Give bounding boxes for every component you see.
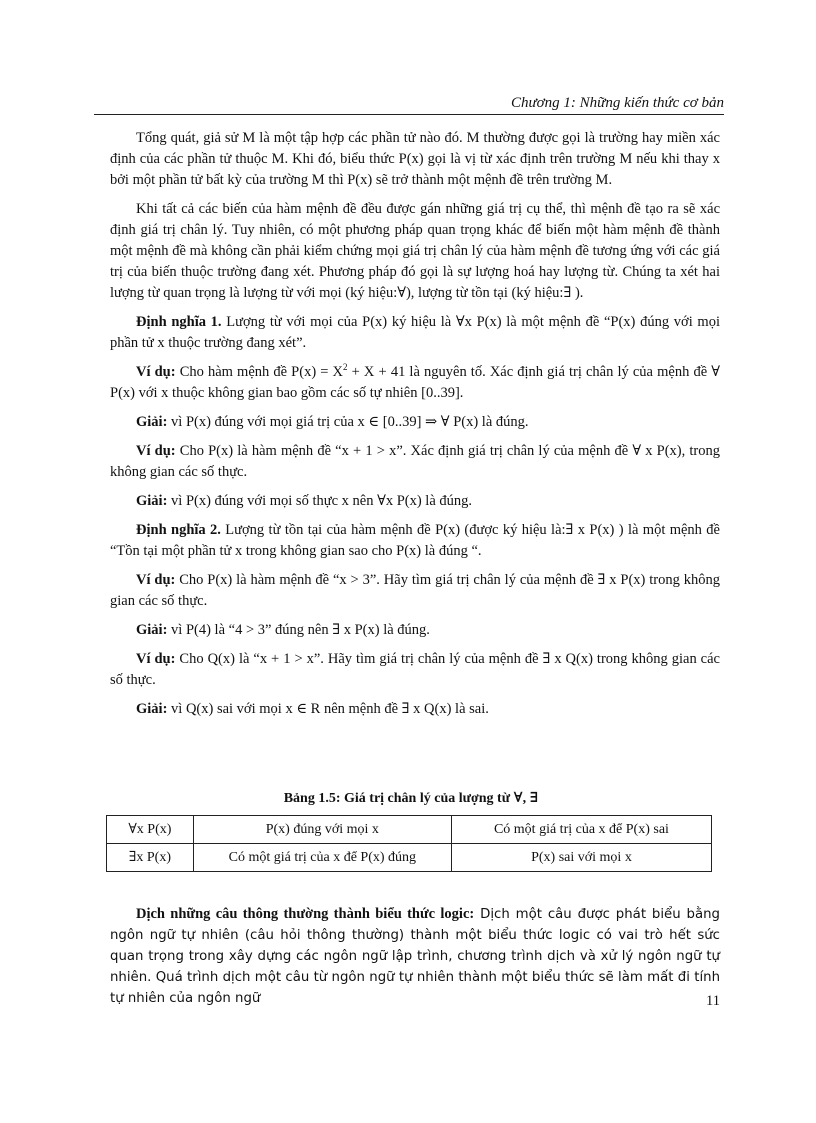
translation-section <box>110 904 720 1009</box>
solution-3 <box>110 620 720 641</box>
page-body <box>110 128 720 728</box>
example-3-label: Ví dụ: <box>136 572 176 588</box>
solution-2-text: vì P(x) đúng với mọi số thực x nên ∀x P(x) là đúng. <box>167 493 473 509</box>
example-2 <box>110 441 720 483</box>
solution-1-label: Giải: <box>136 414 168 430</box>
example-1-exponent: 2 <box>343 362 348 373</box>
example-4-label: Ví dụ: <box>136 651 176 667</box>
chapter-header: Chương 1: Những kiến thức cơ bản <box>510 95 724 111</box>
truth-table <box>106 815 712 872</box>
definition-1-text: Lượng từ với mọi của P(x) ký hiệu là ∀x P(x) là một mệnh đề “P(x) đúng với mọi phần tử x thuộc trường đang xét”. <box>110 314 720 351</box>
solution-4-label: Giải: <box>136 701 168 717</box>
example-1-text-a: Cho hàm mệnh đề P(x) = X <box>175 364 344 380</box>
table-cell: Có một giá trị của x để P(x) đúng <box>193 844 451 872</box>
example-4-text: Cho Q(x) là “x + 1 > x”. Hãy tìm giá trị chân lý của mệnh đề ∃ x Q(x) trong không gian các số thực. <box>110 651 720 688</box>
example-1 <box>110 362 720 404</box>
table-caption: Bảng 1.5: Giá trị chân lý của lượng từ ∀, ∃ <box>283 791 539 806</box>
solution-3-label: Giải: <box>136 622 168 638</box>
table-cell: ∃x P(x) <box>107 844 194 872</box>
definition-2 <box>110 520 720 562</box>
example-3-text: Cho P(x) là hàm mệnh đề “x > 3”. Hãy tìm giá trị chân lý của mệnh đề ∃ x P(x) trong không gian các số thực. <box>110 572 720 609</box>
definition-2-text: Lượng từ tồn tại của hàm mệnh đề P(x) (được ký hiệu là:∃ x P(x) ) là một mệnh đề “Tồn tại một phần tử x trong không gian sao cho P(x) là đúng “. <box>110 522 720 559</box>
example-1-text-b: + X + 41 là nguyên tố. Xác định giá trị chân lý của mệnh đề ∀ P(x) với x thuộc không gian bao gồm các số tự nhiên [0..39]. <box>110 364 720 401</box>
solution-4-text: vì Q(x) sai với mọi x ∈ R nên mệnh đề ∃ x Q(x) là sai. <box>167 701 489 717</box>
example-2-text: Cho P(x) là hàm mệnh đề “x + 1 > x”. Xác định giá trị chân lý của mệnh đề ∀ x P(x), trong không gian các số thực. <box>110 443 721 480</box>
solution-1 <box>110 412 720 433</box>
example-4 <box>110 649 720 691</box>
table-row <box>107 844 712 872</box>
paragraph-general: Tổng quát, giả sử M là một tập hợp các phần tử nào đó. M thường được gọi là trường hay miền xác định của các phần tử thuộc M. Khi đó, biểu thức P(x) gọi là vị từ xác định trên trường M nếu khi thay x bởi một phần tử bất kỳ của trường M thì P(x) sẽ trở thành một mệnh đề trên trường M. <box>110 130 720 188</box>
table-cell: Có một giá trị của x để P(x) sai <box>451 816 711 844</box>
example-1-label: Ví dụ: <box>136 364 176 380</box>
solution-4 <box>110 699 720 720</box>
example-3 <box>110 570 720 612</box>
translation-text: Dịch một câu được phát biểu bằng ngôn ngữ tự nhiên (câu hỏi thông thường) thành một biểu thức logic có vai trò hết sức quan trọng trong xây dựng các ngôn ngữ lập trình, chương trình dịch và xử lý ngôn ngữ tự nhiên. Quá trình dịch một câu từ ngôn ngữ tự nhiên thành một biểu thức sẽ làm mất đi tính tự nhiên của ngôn ngữ <box>110 907 720 1006</box>
solution-2-label: Giải: <box>136 493 168 509</box>
page-number: 11 <box>706 993 720 1009</box>
table-cell: P(x) đúng với mọi x <box>193 816 451 844</box>
table-cell: P(x) sai với mọi x <box>451 844 711 872</box>
table-cell: ∀x P(x) <box>107 816 194 844</box>
table-row <box>107 816 712 844</box>
definition-1 <box>110 312 720 354</box>
solution-1-text: vì P(x) đúng với mọi giá trị của x ∈ [0..39] ⇒ ∀ P(x) là đúng. <box>167 414 529 430</box>
translation-label: Dịch những câu thông thường thành biểu thức logic: <box>136 906 475 922</box>
translation-paragraph <box>110 904 720 1009</box>
solution-2 <box>110 491 720 512</box>
header-rule <box>94 114 724 115</box>
definition-2-label: Định nghĩa 2. <box>136 522 221 538</box>
example-2-label: Ví dụ: <box>136 443 176 459</box>
solution-3-text: vì P(4) là “4 > 3” đúng nên ∃ x P(x) là đúng. <box>167 622 430 638</box>
definition-1-label: Định nghĩa 1. <box>136 314 222 330</box>
paragraph-quantifiers: Khi tất cả các biến của hàm mệnh đề đều được gán những giá trị cụ thể, thì mệnh đề tạo ra sẽ xác định giá trị chân lý. Tuy nhiên, có một phương pháp quan trọng khác để biến một hàm mệnh đề thành một mệnh đề mà không cần phải kiểm chứng mọi giá trị chân lý của hàm mệnh đề tương ứng với các giá trị của biến thuộc trường đang xét. Phương pháp đó gọi là sự lượng hoá hay lượng từ. Chúng ta xét hai lượng từ quan trọng là lượng từ với mọi (ký hiệu:∀), lượng từ tồn tại (ký hiệu:∃ ). <box>110 201 720 301</box>
